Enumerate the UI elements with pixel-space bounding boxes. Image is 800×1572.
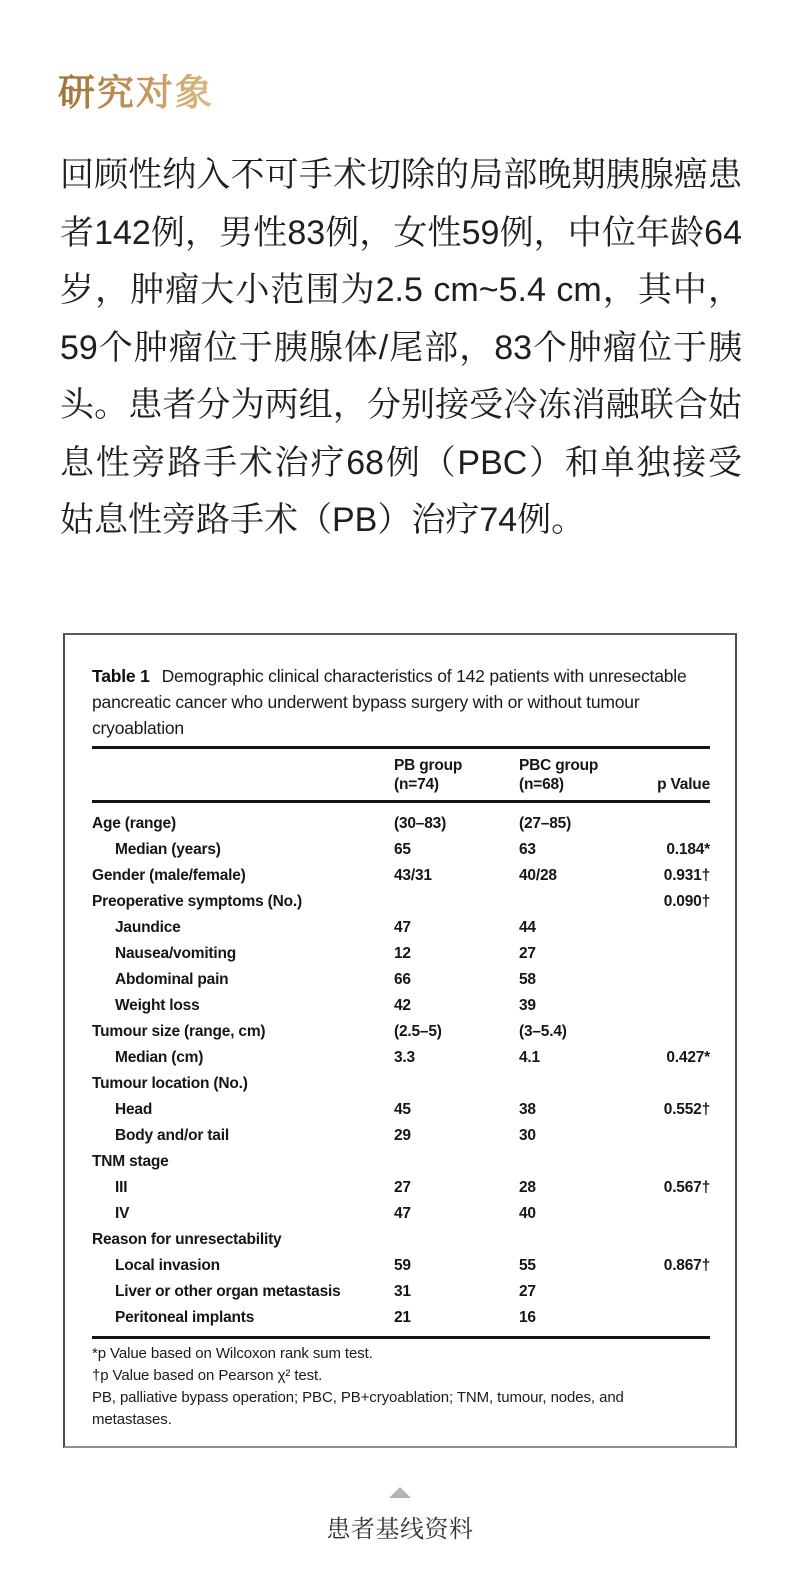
table-row — [92, 1045, 710, 1071]
col-header-empty — [92, 756, 394, 794]
table1-figure — [63, 633, 737, 1448]
pb-value: 12 — [394, 945, 411, 962]
pbc-value: 4.1 — [519, 1049, 540, 1066]
pb-value: 47 — [394, 1205, 411, 1222]
table-row — [92, 993, 710, 1019]
pbc-value: 63 — [519, 841, 536, 858]
table-row — [92, 915, 710, 941]
pbc-value: (3–5.4) — [519, 1023, 567, 1040]
pb-value: 66 — [394, 971, 411, 988]
pb-value: 65 — [394, 841, 411, 858]
table-footnote: *p Value based on Wilcoxon rank sum test. — [92, 1345, 373, 1362]
table-row — [92, 1149, 710, 1175]
pb-value: 42 — [394, 997, 411, 1014]
row-label: Preoperative symptoms (No.) — [92, 893, 302, 910]
col-header-p-value: p Value — [657, 776, 710, 793]
table-title — [92, 663, 692, 741]
p-value: 0.552† — [663, 1101, 710, 1118]
pbc-value: 40/28 — [519, 867, 557, 884]
row-label: Nausea/vomiting — [115, 945, 237, 962]
table-row — [92, 1175, 710, 1201]
p-value: 0.427* — [666, 1049, 710, 1066]
pb-value: (2.5–5) — [394, 1023, 442, 1040]
p-value: 0.931† — [663, 867, 710, 884]
section-collapse-toggle[interactable] — [0, 1487, 800, 1543]
row-label: Tumour location (No.) — [92, 1075, 248, 1092]
row-label: Reason for unresectability — [92, 1231, 282, 1248]
table-row — [92, 941, 710, 967]
table-title-label: Table 1 — [92, 666, 150, 686]
row-label: Liver or other organ metastasis — [115, 1283, 341, 1300]
pb-value: 47 — [394, 919, 411, 936]
pbc-value: 44 — [519, 919, 536, 936]
pbc-value: 40 — [519, 1205, 536, 1222]
table-row — [92, 1097, 710, 1123]
table-row — [92, 1227, 710, 1253]
pbc-value: 39 — [519, 997, 536, 1014]
pb-value: 59 — [394, 1257, 411, 1274]
row-label: Jaundice — [115, 919, 181, 936]
p-value: 0.867† — [663, 1257, 710, 1274]
row-label: Abdominal pain — [115, 971, 229, 988]
row-label: Body and/or tail — [115, 1127, 229, 1144]
row-label: Weight loss — [115, 997, 200, 1014]
article-paragraph: 回顾性纳入不可手术切除的局部晚期胰腺癌患者142例，男性83例，女性59例，中位年龄64岁，肿瘤大小范围为2.5 cm~5.4 cm，其中，59个肿瘤位于胰腺体/尾部，83个肿瘤位于胰头。患者分为两组，分别接受冷冻消融联合姑息性旁路手术治疗68例（PBC）和单独接受姑息性旁路手术（PB）治疗74例。 — [60, 156, 742, 539]
row-label: Age (range) — [92, 815, 176, 832]
table-footnote: PB, palliative bypass operation; PBC, PB+cryoablation; TNM, tumour, nodes, and metastases. — [92, 1389, 624, 1428]
pbc-value: 38 — [519, 1101, 536, 1118]
up-triangle-icon — [389, 1487, 411, 1498]
p-value: 0.090† — [663, 893, 710, 910]
row-label: III — [115, 1179, 128, 1196]
col-header-pb-group — [394, 756, 519, 794]
p-value: 0.184* — [666, 841, 710, 858]
table-row — [92, 863, 710, 889]
table-row — [92, 967, 710, 993]
row-label: Tumour size (range, cm) — [92, 1023, 266, 1040]
table-body — [92, 803, 710, 1336]
pbc-value: 27 — [519, 1283, 536, 1300]
pbc-value: 28 — [519, 1179, 536, 1196]
row-label: Median (cm) — [115, 1049, 204, 1066]
row-label: TNM stage — [92, 1153, 169, 1170]
pbc-value: 55 — [519, 1257, 536, 1274]
row-label: Head — [115, 1101, 153, 1118]
pb-value: 43/31 — [394, 867, 432, 884]
pb-value: 3.3 — [394, 1049, 415, 1066]
pbc-value: (27–85) — [519, 815, 572, 832]
table-row — [92, 1019, 710, 1045]
footer-caption: 患者基线资料 — [326, 1516, 474, 1543]
pbc-value: 27 — [519, 945, 536, 962]
table-rule-bottom — [92, 1336, 710, 1339]
table-row — [92, 1071, 710, 1097]
pb-value: 45 — [394, 1101, 411, 1118]
table-footnotes — [92, 1343, 677, 1431]
pbc-value: 30 — [519, 1127, 536, 1144]
table-header-row — [92, 749, 710, 800]
pbc-value: 16 — [519, 1309, 536, 1326]
table-row — [92, 1253, 710, 1279]
table-row — [92, 889, 710, 915]
table-row — [92, 1279, 710, 1305]
pbc-group-label: PBC group — [519, 757, 599, 774]
table-row — [92, 811, 710, 837]
row-label: Gender (male/female) — [92, 867, 246, 884]
pb-value: 29 — [394, 1127, 411, 1144]
pb-group-n: (n=74) — [394, 776, 439, 793]
pb-value: 21 — [394, 1309, 411, 1326]
table-footnote: †p Value based on Pearson χ² test. — [92, 1367, 323, 1384]
table-row — [92, 837, 710, 863]
p-value: 0.567† — [663, 1179, 710, 1196]
pbc-value: 58 — [519, 971, 536, 988]
pb-value: (30–83) — [394, 815, 447, 832]
pb-value: 31 — [394, 1283, 411, 1300]
table-row — [92, 1305, 710, 1331]
pb-group-label: PB group — [394, 757, 463, 774]
table-row — [92, 1201, 710, 1227]
row-label: IV — [115, 1205, 130, 1222]
table-title-text: Demographic clinical characteristics of 142 patients with unresectable pancreatic cancer who underwent bypass surgery with or without tumour cryoablation — [92, 666, 687, 738]
pb-value: 27 — [394, 1179, 411, 1196]
row-label: Peritoneal implants — [115, 1309, 255, 1326]
table-row — [92, 1123, 710, 1149]
row-label: Median (years) — [115, 841, 221, 858]
section-heading: 研究对象 — [58, 73, 214, 114]
pbc-group-n: (n=68) — [519, 776, 564, 793]
col-header-pbc-group — [519, 756, 632, 794]
row-label: Local invasion — [115, 1257, 220, 1274]
